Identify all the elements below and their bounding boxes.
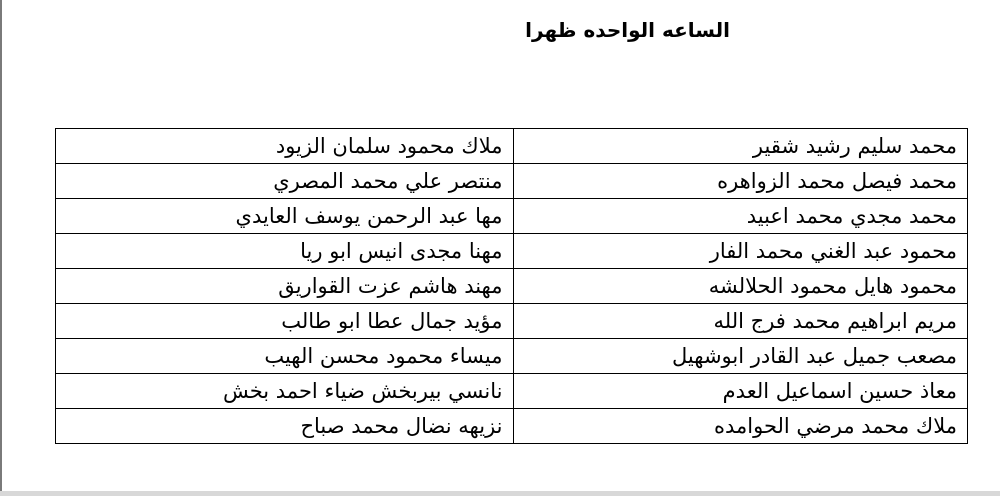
table-row bbox=[56, 339, 968, 374]
table-row bbox=[56, 269, 968, 304]
table-cell-name: نانسي بيربخش ضياء احمد بخش bbox=[56, 374, 514, 409]
table-row bbox=[56, 409, 968, 444]
table-cell-name: منتصر علي محمد المصري bbox=[56, 164, 514, 199]
table-cell-name: محمود هايل محمود الحلالشه bbox=[513, 269, 968, 304]
page-title: الساعه الواحده ظهرا bbox=[525, 18, 730, 42]
table-cell-name: معاذ حسين اسماعيل العدم bbox=[513, 374, 968, 409]
names-table bbox=[55, 128, 968, 444]
table-cell-name: ملاك محمد مرضي الحوامده bbox=[513, 409, 968, 444]
table-row bbox=[56, 164, 968, 199]
table-cell-name: مهند هاشم عزت القواريق bbox=[56, 269, 514, 304]
table-row bbox=[56, 234, 968, 269]
table-cell-name: ميساء محمود محسن الهيب bbox=[56, 339, 514, 374]
table-cell-name: محمود عبد الغني محمد الفار bbox=[513, 234, 968, 269]
table-row bbox=[56, 374, 968, 409]
table-row bbox=[56, 304, 968, 339]
table-cell-name: نزيهه نضال محمد صباح bbox=[56, 409, 514, 444]
table-cell-name: محمد مجدي محمد اعبيد bbox=[513, 199, 968, 234]
table-cell-name: مها عبد الرحمن يوسف العايدي bbox=[56, 199, 514, 234]
table-row bbox=[56, 199, 968, 234]
page-left-border bbox=[0, 0, 2, 496]
table-cell-name: مريم ابراهيم محمد فرج الله bbox=[513, 304, 968, 339]
table-cell-name: ملاك محمود سلمان الزيود bbox=[56, 129, 514, 164]
table-cell-name: محمد سليم رشيد شقير bbox=[513, 129, 968, 164]
table-cell-name: مصعب جميل عبد القادر ابوشهيل bbox=[513, 339, 968, 374]
table-row bbox=[56, 129, 968, 164]
table-cell-name: مؤيد جمال عطا ابو طالب bbox=[56, 304, 514, 339]
table-cell-name: مهنا مجدى انيس ابو ريا bbox=[56, 234, 514, 269]
table-cell-name: محمد فيصل محمد الزواهره bbox=[513, 164, 968, 199]
page-bottom-border bbox=[0, 491, 1000, 496]
